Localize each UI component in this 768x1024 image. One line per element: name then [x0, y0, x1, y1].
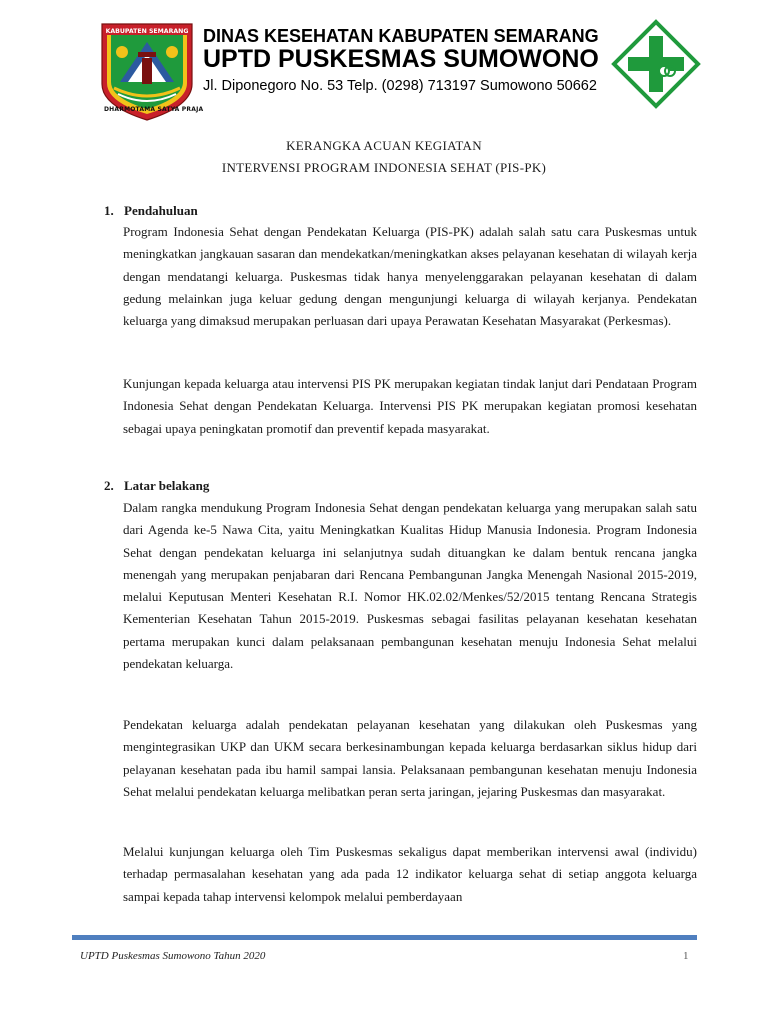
section-title: Latar belakang: [124, 478, 210, 493]
svg-text:KABUPATEN SEMARANG: KABUPATEN SEMARANG: [105, 28, 189, 35]
section-heading-latar-belakang: [104, 478, 209, 494]
paragraph: Kunjungan kepada keluarga atau intervensi PIS PK merupakan kegiatan tindak lanjut dari Pendataan Program Indonesia Sehat dengan Pendekatan Keluarga. Intervensi PIS PK merupakan kegiatan promosi kesehatan sebagai upaya peningkatan promotif dan preventif kepada masyarakat.: [123, 376, 697, 436]
puskesmas-cross-logo-icon: [610, 18, 702, 110]
section-title: Pendahuluan: [124, 203, 198, 218]
section-heading-pendahuluan: [104, 203, 198, 219]
footer-rule: [72, 935, 697, 940]
section-number: 1.: [104, 203, 114, 218]
paragraph: Dalam rangka mendukung Program Indonesia Sehat dengan pendekatan keluarga yang merupakan salah satu dari Agenda ke-5 Nawa Cita, yaitu Meningkatkan Kualitas Hidup Manusia Indonesia. Program Indonesia Sehat dengan pendekatan keluarga ini selanjutnya sudah dituangkan ke dalam bentuk rencana jangka menengah yang merupakan penjabaran dari Rencana Pembangunan Jangka Menengah Nasional 2015-2019, melalui Keputusan Menteri Kesehatan R.I. Nomor HK.02.02/Menkes/52/2015 tentang Rencana Strategis Kementerian Kesehatan Tahun 2015-2019. Puskesmas sebagai fasilitas pelayanan kesehatan kesehatan pertama merupakan kunci dalam pelaksanaan pembangunan kesehatan menuju Indonesia Sehat melalui pendekatan keluarga.: [123, 500, 697, 672]
document-subtitle: INTERVENSI PROGRAM INDONESIA SEHAT (PIS-PK): [221, 160, 547, 175]
section-number: 2.: [104, 478, 114, 493]
paragraph: Program Indonesia Sehat dengan Pendekatan Keluarga (PIS-PK) adalah salah satu cara Puskesmas untuk meningkatkan jangkauan sasaran dan mendekatkan/meningkatkan akses pelayanan kesehatan di wilayah kerja dengan mendatangi keluarga. Puskesmas tidak hanya menyelenggarakan pelayanan kesehatan di dalam gedung melainkan juga keluar gedung dengan mengunjungi keluarga di wilayah kerjanya. Pendekatan keluarga yang dimaksud merupakan perluasan dari upaya Perawatan Kesehatan Masyarakat (Perkesmas).: [123, 224, 697, 329]
footer-text: UPTD Puskesmas Sumowono Tahun 2020: [80, 950, 266, 962]
unit-name: UPTD PUSKESMAS SUMOWONO: [203, 45, 599, 73]
page-number: 1: [683, 950, 689, 962]
paragraph: Melalui kunjungan keluarga oleh Tim Puskesmas sekaligus dapat memberikan intervensi awal (individu) terhadap permasalahan kesehatan yang ada pada 12 indikator keluarga sehat di setiap anggota keluarga sampai kepada tahap intervensi kelompok melalui pemberdayaan: [123, 844, 697, 904]
agency-address: Jl. Diponegoro No. 53 Telp. (0298) 713197 Sumowono 50662: [203, 78, 597, 94]
letterhead: [0, 0, 768, 122]
document-title: KERANGKA ACUAN KEGIATAN: [286, 138, 482, 153]
paragraph: Pendekatan keluarga adalah pendekatan pelayanan kesehatan yang dilakukan oleh Puskesmas yang mengintegrasikan UKP dan UKM secara berkesinambungan kepada keluarga berdasarkan siklus hidup dari pelayanan kesehatan pada ibu hamil sampai lansia. Pelaksanaan pembangunan kesehatan menuju Indonesia Sehat melalui pendekatan keluarga melibatkan peran serta jaringan, jejaring Puskesmas dan masyarakat.: [123, 717, 697, 799]
emblem-motto: DHARMOTAMA SATYA PRAJA: [104, 106, 204, 113]
agency-name: DINAS KESEHATAN KABUPATEN SEMARANG: [203, 26, 599, 46]
